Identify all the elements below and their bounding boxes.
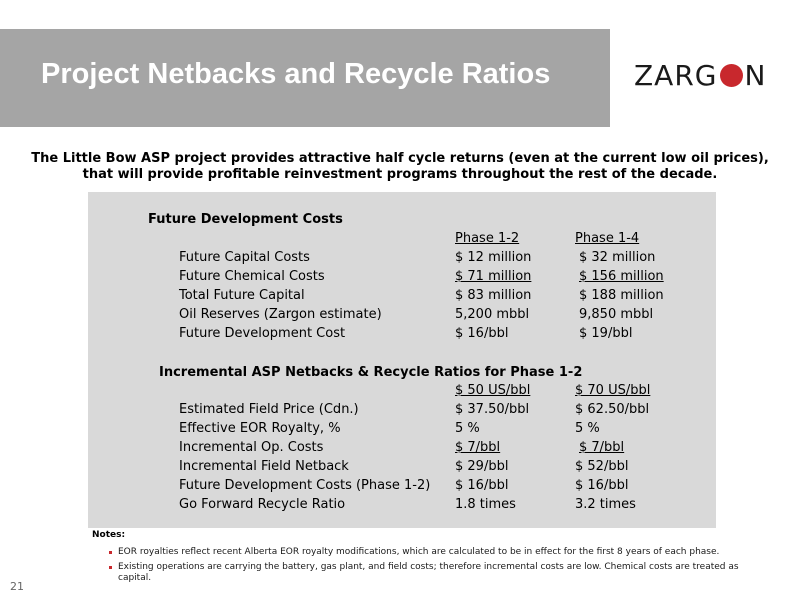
s1-row-c1: 5,200 mbbl <box>455 307 530 322</box>
s1-row-c2: $ 188 million <box>579 288 664 303</box>
note-item: Existing operations are carrying the battery, gas plant, and field costs; therefore incremental costs are low. Chemical costs are treated as <box>118 562 739 572</box>
s2-row-c2: $ 7/bbl <box>579 440 625 455</box>
s1-row-c2: $ 32 million <box>579 250 656 265</box>
s2-row-label: Go Forward Recycle Ratio <box>179 497 346 512</box>
s2-row-c1: 1.8 times <box>455 497 516 512</box>
s2-row-label: Effective EOR Royalty, % <box>179 421 341 436</box>
section2-col2-header: $ 70 US/bbl <box>575 383 651 398</box>
s2-row-label: Estimated Field Price (Cdn.) <box>179 402 359 417</box>
s1-row-c2: $ 156 million <box>579 269 664 284</box>
s2-row-c1: $ 16/bbl <box>455 478 509 493</box>
section2-col1-header: $ 50 US/bbl <box>455 383 531 398</box>
zargon-logo <box>634 58 766 92</box>
s2-row-label: Incremental Op. Costs <box>179 440 324 455</box>
logo-text-left: ZARG <box>634 58 718 92</box>
bullet-icon <box>109 566 112 569</box>
intro-line-1: The Little Bow ASP project provides attractive half cycle returns (even at the current low oil prices), <box>31 151 769 166</box>
section2-heading: Incremental ASP Netbacks & Recycle Ratios for Phase 1-2 <box>159 365 583 380</box>
notes-title: Notes: <box>92 530 126 540</box>
s1-row-label: Future Capital Costs <box>179 250 310 265</box>
logo-o-icon <box>720 64 743 87</box>
s1-row-c1: $ 12 million <box>455 250 532 265</box>
section1-col1-header: Phase 1-2 <box>455 231 520 246</box>
s1-row-label: Oil Reserves (Zargon estimate) <box>179 307 382 322</box>
s1-row-label: Total Future Capital <box>179 288 305 303</box>
s2-row-c2: $ 62.50/bbl <box>575 402 650 417</box>
intro-text <box>20 151 780 183</box>
section1-heading: Future Development Costs <box>148 212 343 227</box>
s1-row-c2: $ 19/bbl <box>579 326 633 341</box>
bullet-icon <box>109 551 112 554</box>
s1-row-c1: $ 83 million <box>455 288 532 303</box>
slide-title: Project Netbacks and Recycle Ratios <box>41 58 551 90</box>
s2-row-label: Future Development Costs (Phase 1-2) <box>179 478 431 493</box>
page-number: 21 <box>10 580 24 593</box>
s2-row-c1: 5 % <box>455 421 480 436</box>
s2-row-c2: 5 % <box>575 421 600 436</box>
logo-text-right: N <box>744 58 767 92</box>
s1-row-c2: 9,850 mbbl <box>579 307 654 322</box>
s2-row-c2: $ 52/bbl <box>575 459 629 474</box>
s2-row-label: Incremental Field Netback <box>179 459 349 474</box>
intro-line-2: that will provide profitable reinvestment programs throughout the rest of the decade. <box>82 167 718 182</box>
s1-row-label: Future Development Cost <box>179 326 346 341</box>
s2-row-c2: 3.2 times <box>575 497 636 512</box>
s2-row-c1: $ 29/bbl <box>455 459 509 474</box>
s1-row-c1: $ 16/bbl <box>455 326 509 341</box>
s1-row-c1: $ 71 million <box>455 269 532 284</box>
s1-row-label: Future Chemical Costs <box>179 269 325 284</box>
s2-row-c1: $ 7/bbl <box>455 440 501 455</box>
note-item: EOR royalties reflect recent Alberta EOR royalty modifications, which are calculated to be in effect for the first 8 years of each phase. <box>118 547 720 557</box>
s2-row-c1: $ 37.50/bbl <box>455 402 530 417</box>
section1-col2-header: Phase 1-4 <box>575 231 640 246</box>
s2-row-c2: $ 16/bbl <box>575 478 629 493</box>
note-item-continuation: capital. <box>118 573 152 583</box>
